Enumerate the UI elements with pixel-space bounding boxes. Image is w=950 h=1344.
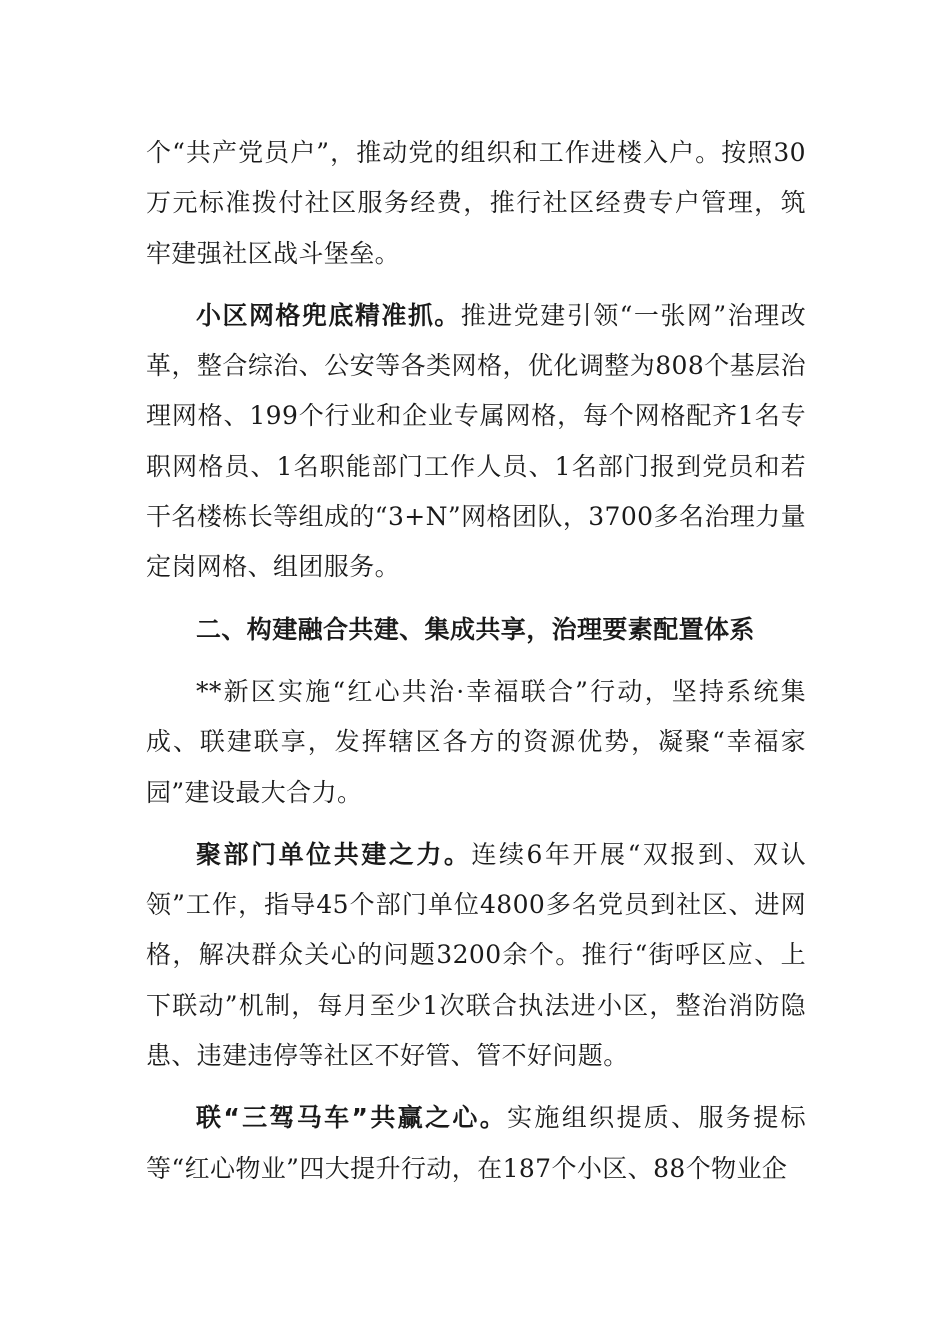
section-heading-2 — [146, 605, 806, 655]
document-body — [146, 128, 806, 1194]
paragraph-three-carriages — [146, 1093, 806, 1194]
paragraph-text: 个“共产党员户”，推动党的组织和工作进楼入户。按照30万元标准拨付社区服务经费，推行社区经费专户管理，筑牢建强社区战斗堡垒。 — [146, 138, 806, 268]
paragraph-lead-heading: 小区网格兜底精准抓。 — [196, 300, 461, 330]
paragraph-continued — [146, 128, 806, 279]
paragraph-gap — [146, 655, 806, 667]
paragraph-lead-heading: 聚部门单位共建之力。 — [196, 839, 472, 869]
paragraph-lead-heading: 联“三驾马车”共赢之心。 — [196, 1103, 508, 1133]
paragraph-text: **新区实施“红心共治·幸福联合”行动，坚持系统集成、联建联享，发挥辖区各方的资源优势，凝聚“幸福家园”建设最大合力。 — [146, 676, 806, 807]
paragraph-new-district — [146, 667, 806, 818]
paragraph-text: 连续6年开展“双报到、双认领”工作，指导45个部门单位4800多名党员到社区、进网格，解决群众关心的问题3200余个。推行“街呼区应、上下联动”机制，每月至少1次联合执法进小区，整治消防隐患、违建违停等社区不好管、管不好问题。 — [146, 839, 806, 1071]
paragraph-gap — [146, 818, 806, 830]
paragraph-gap — [146, 593, 806, 605]
paragraph-community-grid — [146, 291, 806, 593]
paragraph-gap — [146, 1081, 806, 1093]
section-heading-text: 二、构建融合共建、集成共享，治理要素配置体系 — [196, 614, 755, 644]
paragraph-department-units — [146, 830, 806, 1081]
paragraph-text: 推进党建引领“一张网”治理改革，整合综治、公安等各类网格，优化调整为808个基层治理网格、199个行业和企业专属网格，每个网格配齐1名专职网格员、1名职能部门工作人员、1名部门报到党员和若干名楼栋长等组成的“3+N”网格团队，3700多名治理力量定岗网格、组团服务。 — [146, 300, 806, 582]
paragraph-gap — [146, 279, 806, 291]
paragraph-text: 实施组织提质、服务提标等“红心物业”四大提升行动，在187个小区、88个物业企 — [146, 1103, 806, 1183]
